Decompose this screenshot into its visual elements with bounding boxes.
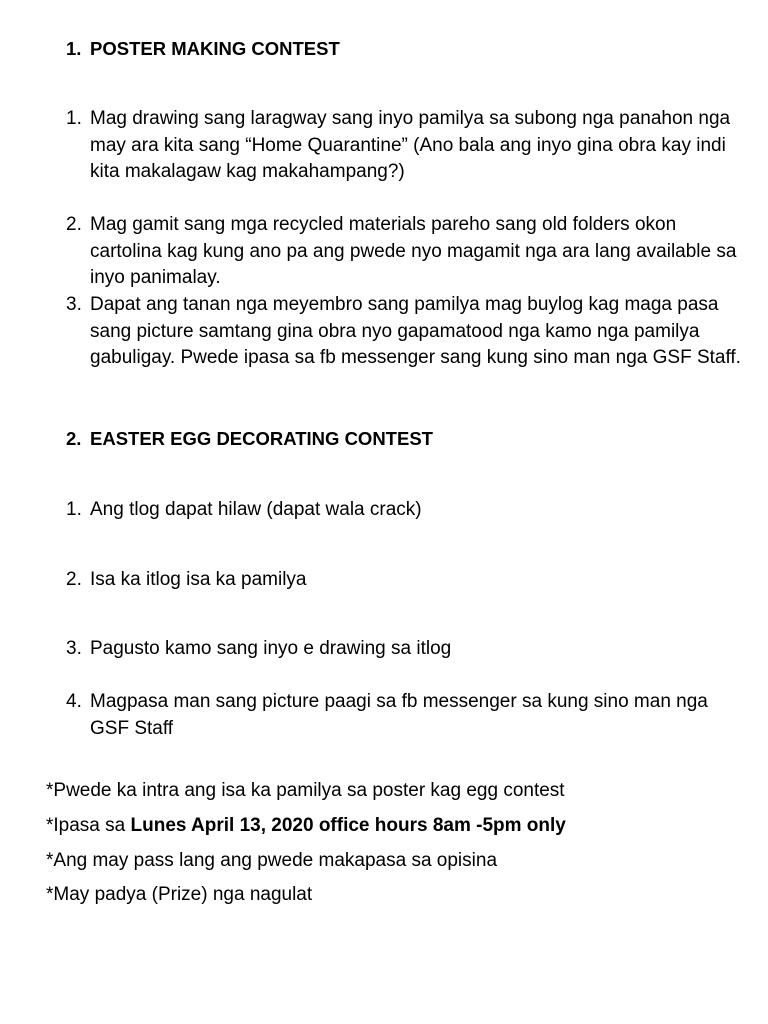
list-item [66, 689, 746, 742]
list-item [66, 212, 746, 292]
item-text: Magpasa man sang picture paagi sa fb messenger sa kung sino man nga GSF Staff [90, 691, 708, 739]
item-number: 1. [66, 499, 82, 520]
list-item [66, 636, 746, 663]
list-item [66, 106, 746, 186]
note-line [46, 813, 566, 840]
note-text: *Pwede ka intra ang isa ka pamilya sa poster kag egg contest [46, 780, 565, 801]
section-heading-easter-egg [66, 426, 433, 453]
section-heading-poster [66, 36, 340, 63]
item-text: Pagusto kamo sang inyo e drawing sa itlog [90, 638, 452, 659]
section-number: 1. [66, 38, 82, 59]
item-number: 3. [66, 638, 82, 659]
item-number: 2. [66, 214, 82, 235]
item-text: Mag drawing sang laragway sang inyo pamilya sa subong nga panahon nga may ara kita sang “Home Quarantine” (Ano bala ang inyo gina obra kay indi kita makalagaw kag makahampang?) [90, 108, 731, 182]
list-item [66, 567, 746, 594]
note-text: *Ipasa sa [46, 815, 131, 836]
list-item [66, 292, 746, 372]
note-text: *Ang may pass lang ang pwede makapasa sa opisina [46, 850, 498, 871]
list-item [66, 497, 746, 524]
section-number: 2. [66, 428, 82, 449]
item-text: Ang tlog dapat hilaw (dapat wala crack) [90, 499, 422, 520]
section-title: POSTER MAKING CONTEST [90, 38, 340, 59]
item-number: 4. [66, 691, 82, 712]
note-line [46, 882, 312, 909]
item-text: Dapat ang tanan nga meyembro sang pamilya mag buylog kag maga pasa sang picture samtang gina obra nyo gapamatood nga kamo nga pamilya gabuligay. Pwede ipasa sa fb messenger sang kung sino man nga GSF Staff. [90, 294, 741, 368]
item-number: 3. [66, 294, 82, 315]
item-text: Isa ka itlog isa ka pamilya [90, 569, 307, 590]
note-line [46, 848, 497, 875]
note-bold-text: Lunes April 13, 2020 office hours 8am -5pm only [130, 815, 566, 836]
note-text: *May padya (Prize) nga nagulat [46, 884, 313, 905]
item-text: Mag gamit sang mga recycled materials pareho sang old folders okon cartolina kag kung ano pa ang pwede nyo magamit nga ara lang available sa inyo panimalay. [90, 214, 737, 288]
item-number: 2. [66, 569, 82, 590]
section-title: EASTER EGG DECORATING CONTEST [90, 428, 433, 449]
note-line [46, 778, 565, 805]
item-number: 1. [66, 108, 82, 129]
